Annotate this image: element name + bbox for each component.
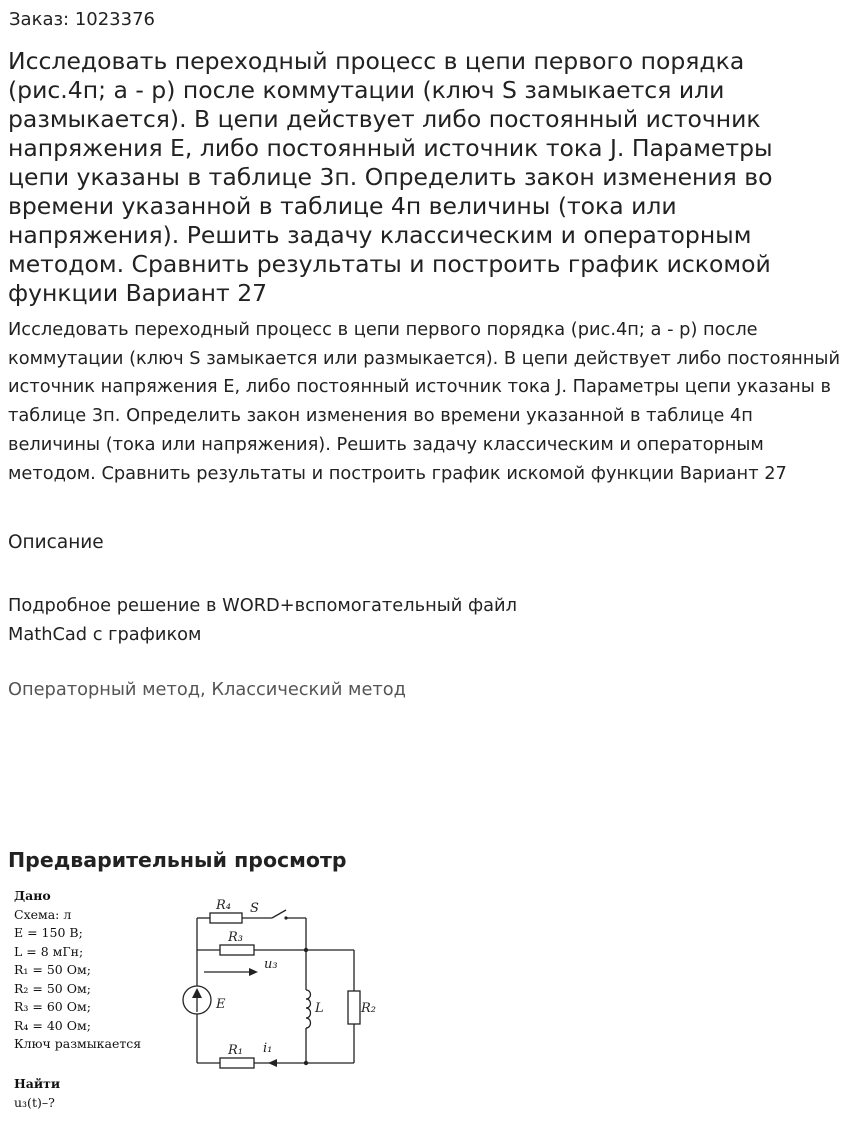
method-tags[interactable]: Операторный метод, Классический метод	[8, 679, 406, 700]
voltage-arrow-icon	[249, 968, 258, 976]
given-block	[14, 887, 184, 1054]
current-arrow-icon	[268, 1059, 277, 1067]
given-line: Ключ размыкается	[14, 1036, 142, 1051]
page-title: Исследовать переходный процесс в цепи первого порядка (рис.4п; а - р) после коммутации (ключ S замыкается или размыкается). В цепи действует либо постоянный источник напряжения E, либо постоянный источник тока J. Параметры цепи указаны в таблице 3п. Определить закон изменения во времени указанной в таблице 4п величины (тока или напряжения). Решить задачу классическим и операторным методом. Сравнить результаты и построить график искомой функции Вариант 27	[8, 47, 773, 307]
order-number: Заказ: 1023376	[9, 9, 155, 30]
inductor-l	[306, 990, 311, 1028]
resistor-r4	[210, 913, 242, 923]
given-line: E = 150 В;	[14, 925, 83, 940]
given-title: Дано	[14, 888, 51, 903]
task-intro: Исследовать переходный процесс в цепи первого порядка (рис.4п; а - р) после коммутации (ключ S замыкается или размыкается). В цепи действует либо постоянный источник напряжения E, либо постоянный источник тока J. Параметры цепи указаны в таблице 3п. Определить закон изменения во времени указанной в таблице 4п величины (тока или напряжения). Решить задачу классическим и операторным методом. Сравнить результаты и построить график искомой функции Вариант 27	[8, 319, 841, 484]
label-s: S	[250, 901, 259, 916]
given-line: R₂ = 50 Ом;	[14, 980, 91, 996]
description-heading: Описание	[8, 532, 104, 553]
description-text	[8, 592, 608, 649]
junction-dot	[304, 1061, 308, 1065]
find-title: Найти	[14, 1076, 61, 1091]
label-u3: u₃	[264, 957, 278, 972]
label-r1: R₁	[228, 1043, 243, 1058]
label-r2: R₂	[361, 1001, 376, 1016]
given-line: R₄ = 40 Ом;	[14, 1017, 91, 1033]
given-line: L = 8 мГн;	[14, 943, 84, 959]
circuit-diagram	[176, 888, 386, 1078]
description-line: MathCad с графиком	[8, 623, 202, 645]
label-l: L	[315, 1001, 324, 1016]
junction-dot	[304, 948, 308, 952]
find-expression: u₃(t)–?	[14, 1094, 55, 1110]
resistor-r3	[220, 945, 254, 955]
given-line: R₁ = 50 Ом;	[14, 962, 91, 977]
preview-heading: Предварительный просмотр	[8, 848, 347, 872]
label-r4: R₄	[216, 898, 231, 913]
description-line: Подробное решение в WORD+вспомогательный файл	[8, 595, 517, 616]
label-i1: i₁	[263, 1041, 273, 1056]
switch-contact	[284, 916, 287, 919]
given-line: Схема: л	[14, 906, 72, 922]
resistor-r2	[348, 991, 360, 1024]
label-r3: R₃	[228, 930, 243, 945]
resistor-r1	[220, 1058, 254, 1068]
label-e: E	[216, 997, 226, 1012]
given-line: R₃ = 60 Ом;	[14, 999, 91, 1014]
find-block	[14, 1075, 60, 1112]
